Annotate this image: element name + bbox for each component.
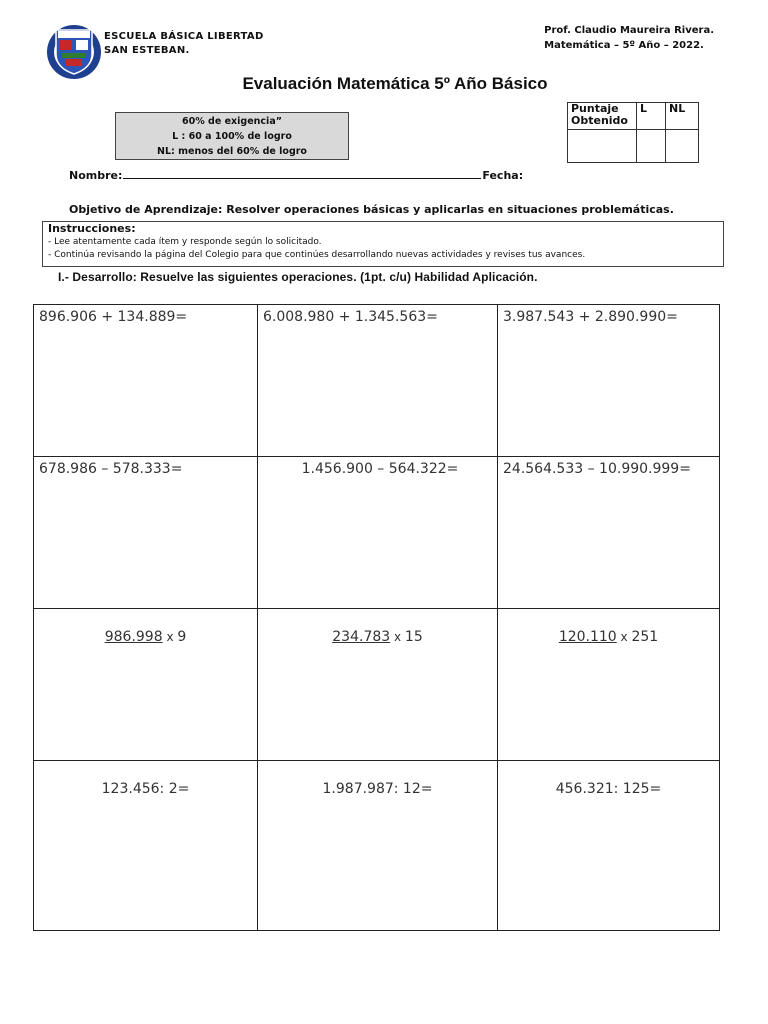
multiplier: 15 — [404, 629, 423, 645]
exercise-cell[interactable] — [34, 609, 258, 761]
exercise-grid — [33, 304, 720, 931]
date-label: Fecha: — [482, 169, 524, 182]
score-value-cell[interactable] — [568, 130, 637, 163]
section-heading: I.- Desarrollo: Resuelve las siguientes operaciones. (1pt. c/u) Habilidad Aplicación. — [58, 270, 538, 284]
school-logo — [46, 24, 102, 80]
multiply-sign: x — [390, 630, 405, 644]
name-label: Nombre: — [69, 169, 123, 182]
exercise-cell[interactable] — [498, 305, 720, 457]
instruction-item: - Continúa revisando la página del Colegio para que continúes desarrollando nuevas actividades y revises tus avances. — [48, 250, 586, 260]
exercise-cell[interactable] — [498, 761, 720, 931]
exercise-text: 6.008.980 + 1.345.563= — [263, 309, 438, 325]
exercise-cell[interactable] — [34, 305, 258, 457]
exercise-text: 896.906 + 134.889= — [39, 309, 188, 325]
score-label — [568, 103, 637, 130]
exercise-cell[interactable] — [258, 609, 498, 761]
multiplier: 251 — [631, 629, 659, 645]
score-col-l — [637, 103, 666, 130]
instructions-box — [42, 221, 724, 267]
score-col-nl-text: NL — [669, 102, 686, 115]
multiply-sign: x — [162, 630, 178, 644]
score-nl-cell[interactable] — [666, 130, 699, 163]
score-col-nl — [666, 103, 699, 130]
course-info: Matemática – 5º Año – 2022. — [544, 40, 704, 51]
instructions-heading: Instrucciones: — [48, 222, 136, 235]
exercise-text: 456.321: 125= — [555, 781, 662, 797]
school-name — [104, 30, 264, 58]
score-table — [567, 102, 699, 163]
exercise-cell[interactable] — [258, 305, 498, 457]
exercise-cell[interactable] — [258, 761, 498, 931]
multiplier: 9 — [177, 629, 187, 645]
score-l-cell[interactable] — [637, 130, 666, 163]
exercise-cell[interactable] — [498, 609, 720, 761]
requirement-line3: NL: menos del 60% de logro — [157, 146, 307, 157]
teacher-name: Prof. Claudio Maureira Rivera. — [544, 25, 714, 36]
exercise-text: 24.564.533 – 10.990.999= — [503, 461, 691, 477]
exercise-cell[interactable] — [498, 457, 720, 609]
exercise-text: 123.456: 2= — [101, 781, 190, 797]
exercise-cell[interactable] — [258, 457, 498, 609]
score-col-l-text: L — [640, 102, 648, 115]
exercise-text: 1.987.987: 12= — [322, 781, 433, 797]
school-name-line1: ESCUELA BÁSICA LIBERTAD — [104, 31, 264, 42]
exercise-text: 1.456.900 – 564.322= — [301, 461, 459, 477]
exercise-cell[interactable] — [34, 761, 258, 931]
multiply-sign: x — [616, 630, 632, 644]
school-name-line2: SAN ESTEBAN. — [104, 45, 190, 56]
teacher-info — [544, 23, 714, 53]
score-label-text: Puntaje Obtenido — [571, 102, 628, 127]
exercise-text: 3.987.543 + 2.890.990= — [503, 309, 678, 325]
page-title: Evaluación Matemática 5º Año Básico — [242, 74, 548, 93]
requirement-line1: 60% de exigencia” — [182, 116, 282, 127]
requirement-box — [115, 112, 349, 160]
name-field[interactable] — [123, 168, 481, 179]
learning-objective: Objetivo de Aprendizaje: Resolver operaciones básicas y aplicarlas en situaciones problemáticas. — [69, 203, 674, 216]
multiplicand: 120.110 — [558, 629, 617, 645]
exercise-text: 678.986 – 578.333= — [39, 461, 183, 477]
requirement-line2: L : 60 a 100% de logro — [172, 131, 292, 142]
instruction-item: - Lee atentamente cada ítem y responde según lo solicitado. — [48, 237, 322, 247]
multiplicand: 234.783 — [332, 629, 391, 645]
multiplicand: 986.998 — [104, 629, 163, 645]
name-date-row — [69, 168, 523, 182]
exercise-cell[interactable] — [34, 457, 258, 609]
